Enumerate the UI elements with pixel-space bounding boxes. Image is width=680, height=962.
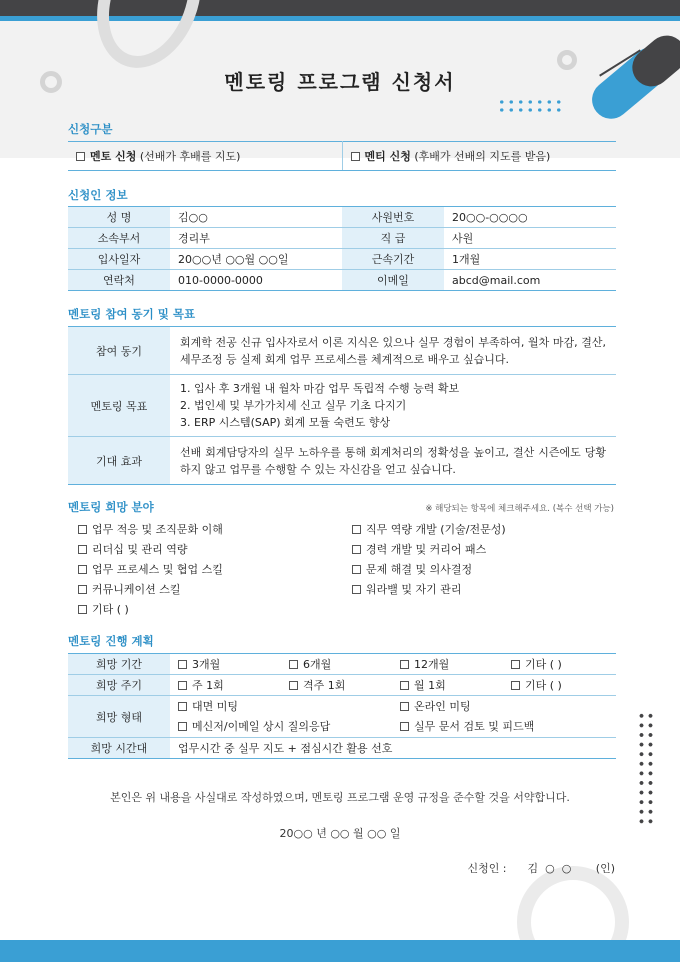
section-title-type: 신청구분: [68, 122, 113, 136]
checkbox-icon[interactable]: [178, 660, 187, 669]
area-note: ※ 해당되는 항목에 체크해주세요. (복수 선택 가능): [425, 504, 614, 514]
checkbox-icon[interactable]: [400, 702, 409, 711]
decorative-dots-dark: [637, 711, 655, 829]
table-row: 입사일자 20○○년 ○○월 ○○일 근속기간 1개월: [68, 249, 616, 270]
checkbox-icon[interactable]: [78, 525, 87, 534]
checkbox-icon[interactable]: [78, 605, 87, 614]
goal-text[interactable]: 1. 입사 후 3개월 내 월차 마감 업무 독립적 수행 능력 확보 2. 법인세 및 부가가치세 신고 실무 기초 다지기 3. ERP 시스템(SAP) 회계 모듈 숙련도 향상: [170, 375, 616, 437]
table-row: 성 명 김○○ 사원번호 20○○-○○○○: [68, 207, 616, 228]
checkbox-icon[interactable]: [511, 681, 520, 690]
date-line[interactable]: 20○○ 년 ○○ 월 ○○ 일: [279, 827, 401, 840]
checkbox-icon[interactable]: [352, 585, 361, 594]
pledge-text: 본인은 위 내용을 사실대로 작성하였으며, 멘토링 프로그램 운영 규정을 준수할 것을 서약합니다.: [110, 791, 570, 804]
list-item: 커뮤니케이션 스킬 워라밸 및 자기 관리: [78, 579, 618, 599]
list-item: 업무 적응 및 조직문화 이해 직무 역량 개발 (기술/전문성): [78, 519, 618, 539]
effect-text[interactable]: 선배 회계담당자의 실무 노하우를 통해 회계처리의 정확성을 높이고, 결산 시즌에도 당황하지 않고 업무를 수행할 수 있는 자신감을 얻고 싶습니다.: [170, 437, 616, 485]
checkbox-icon[interactable]: [289, 681, 298, 690]
checkbox-icon[interactable]: [289, 660, 298, 669]
checkbox-icon[interactable]: [78, 565, 87, 574]
section-title-info: 신청인 정보: [68, 188, 128, 202]
list-item: 업무 프로세스 및 협업 스킬 문제 해결 및 의사결정: [78, 559, 618, 579]
motive-text[interactable]: 회계학 전공 신규 입사자로서 이론 지식은 있으나 실무 경험이 부족하여, 월차 마감, 결산, 세무조정 등 실제 회계 업무 프로세스를 체계적으로 배우고 싶습니다.: [170, 327, 616, 375]
checkbox-icon[interactable]: [352, 545, 361, 554]
table-row: 희망 형태 대면 미팅 온라인 미팅 메신저/이메일 상시 질의응답 실무 문서 검토 및 피드백: [68, 696, 616, 738]
checkbox-icon[interactable]: [78, 545, 87, 554]
list-item: 기타 ( ): [78, 599, 618, 619]
checkbox-icon[interactable]: [351, 152, 360, 161]
document-title: 멘토링 프로그램 신청서: [224, 70, 456, 94]
checkbox-icon[interactable]: [400, 681, 409, 690]
signature-line[interactable]: 신청인 : 김 ○ ○ (인): [467, 862, 615, 875]
checkbox-icon[interactable]: [511, 660, 520, 669]
checkbox-icon[interactable]: [178, 702, 187, 711]
table-row: 소속부서 경리부 직 급 사원: [68, 228, 616, 249]
table-row: 희망 시간대 업무시간 중 실무 지도 + 점심시간 활용 선호: [68, 738, 616, 759]
list-item: 리더십 및 관리 역량 경력 개발 및 커리어 패스: [78, 539, 618, 559]
decorative-dots-blue: [497, 98, 563, 112]
bottom-bar: [0, 940, 680, 962]
plan-table: [68, 653, 616, 759]
table-row: 연락처 010-0000-0000 이메일 abcd@mail.com: [68, 270, 616, 291]
checkbox-icon[interactable]: [178, 681, 187, 690]
checkbox-icon[interactable]: [78, 585, 87, 594]
section-title-motive: 멘토링 참여 동기 및 목표: [68, 307, 196, 321]
table-row: 희망 기간 3개월 6개월 12개월 기타 ( ): [68, 654, 616, 675]
checkbox-icon[interactable]: [400, 660, 409, 669]
checkbox-icon[interactable]: [76, 152, 85, 161]
applicant-info-table: [68, 206, 616, 291]
checkbox-icon[interactable]: [352, 525, 361, 534]
motive-table: [68, 326, 616, 485]
type-option-mentor[interactable]: 멘토 신청 (선배가 후배를 지도): [68, 142, 342, 171]
table-row: 멘토링 목표 1. 입사 후 3개월 내 월차 마감 업무 독립적 수행 능력 확보 2. 법인세 및 부가가치세 신고 실무 기초 다지기 3. ERP 시스템(SAP) 회계 모듈 숙련도 향상: [68, 375, 616, 437]
checkbox-icon[interactable]: [352, 565, 361, 574]
checkbox-icon[interactable]: [178, 722, 187, 731]
section-title-plan: 멘토링 진행 계획: [68, 634, 154, 648]
type-option-mentee[interactable]: 멘티 신청 (후배가 선배의 지도를 받음): [342, 142, 616, 171]
section-title-area: 멘토링 희망 분야: [68, 500, 154, 514]
area-checklist: [78, 519, 618, 619]
type-table: [68, 141, 616, 171]
checkbox-icon[interactable]: [400, 722, 409, 731]
table-row: 희망 주기 주 1회 격주 1회 월 1회 기타 ( ): [68, 675, 616, 696]
table-row: 기대 효과 선배 회계담당자의 실무 노하우를 통해 회계처리의 정확성을 높이고, 결산 시즌에도 당황하지 않고 업무를 수행할 수 있는 자신감을 얻고 싶습니다.: [68, 437, 616, 485]
table-row: 참여 동기 회계학 전공 신규 입사자로서 이론 지식은 있으나 실무 경험이 부족하여, 월차 마감, 결산, 세무조정 등 실제 회계 업무 프로세스를 체계적으로 배우고 싶습니다.: [68, 327, 616, 375]
